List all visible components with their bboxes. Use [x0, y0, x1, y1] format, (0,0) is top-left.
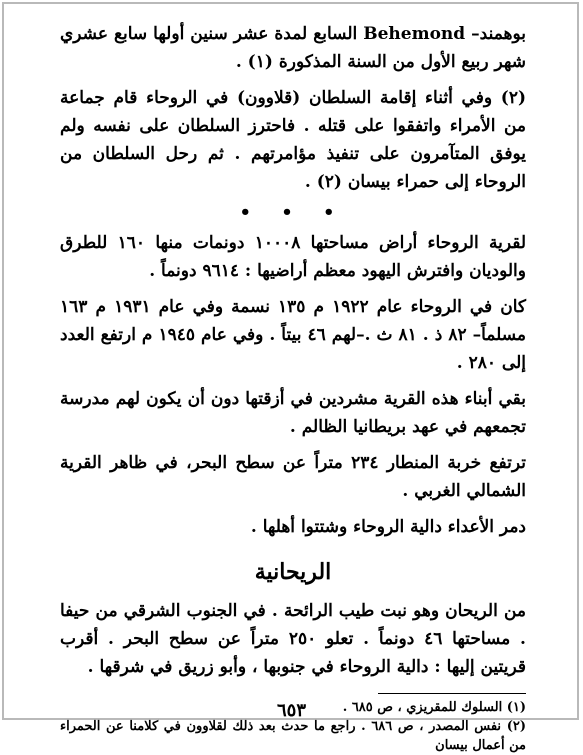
document-page	[60, 20, 526, 755]
paragraph-bohemond: بوهمند– Behemond السابع لمدة عشر سنين أولها سابع عشري شهر ربيع الأول من السنة المذكورة (١) .	[60, 24, 526, 72]
page-number: ٦٥٣	[276, 700, 306, 721]
section-heading-rihaniyya: الريحانية	[254, 559, 332, 585]
paragraph-destruction: دمر الأعداء دالية الروحاء وشتتوا أهلها .	[250, 517, 526, 537]
paragraph-land-area: لقرية الروحاء أراض مساحتها ١٠٠٠٨ دونمات منها ١٦٠ للطرق والوديان وافترش اليهود معظم أراضيها : ٩٦١٤ دونماً .	[60, 233, 527, 281]
footnote-2: (٢) نفس المصدر ، ص ٦٨٦ . راجع ما حدث بعد ذلك لقلاوون في كلامنا عن الحمراء من أعمال بيسان	[60, 719, 526, 753]
paragraph-khirbet-mintar: ترتفع خربة المنطار ٢٣٤ متراً عن سطح البحر، في ظاهر القرية الشمالي الغربي .	[60, 453, 526, 501]
section-separator: • • •	[239, 202, 347, 223]
paragraph-population: كان في الروحاء عام ١٩٢٢ م ١٣٥ نسمة وفي عام ١٩٣١ م ١٦٣ مسلماً– ٨٢ ذ . ٨١ ث .–لهم ٤٦ بيتاً . وفي عام ١٩٤٥ م ارتفع العدد إلى ٢٨٠ .	[60, 297, 526, 373]
paragraph-displacement: بقي أبناء هذه القرية مشردين في أزقتها دون أن يكون لهم مدرسة تجمعهم في عهد بريطانيا الظالم .	[60, 389, 526, 437]
footnote-rule	[378, 693, 526, 694]
footnote-1: (١) السلوك للمقريزي ، ص ٦٨٥ .	[342, 700, 526, 715]
paragraph-rihaniyya: من الريحان وهو نبت طيب الرائحة . في الجنوب الشرقي من حيفا . مساحتها ٤٦ دونماً . تعلو ٢٥٠ متراً عن سطح البحر . أقرب قريتين إليها : دالية الروحاء في جنوبها ، وأبو زريق في شرقها .	[60, 601, 526, 677]
paragraph-qalawun-plot: (٢) وفي أثناء إقامة السلطان (قلاوون) في الروحاء قام جماعة من الأمراء واتفقوا على قتله . فاحترز السلطان على نفسه ولم يوفق المتآمرون على تنفيذ مؤامرتهم . ثم رحل السلطان من الروحاء إلى حمراء بيسان (٢) .	[60, 88, 526, 192]
